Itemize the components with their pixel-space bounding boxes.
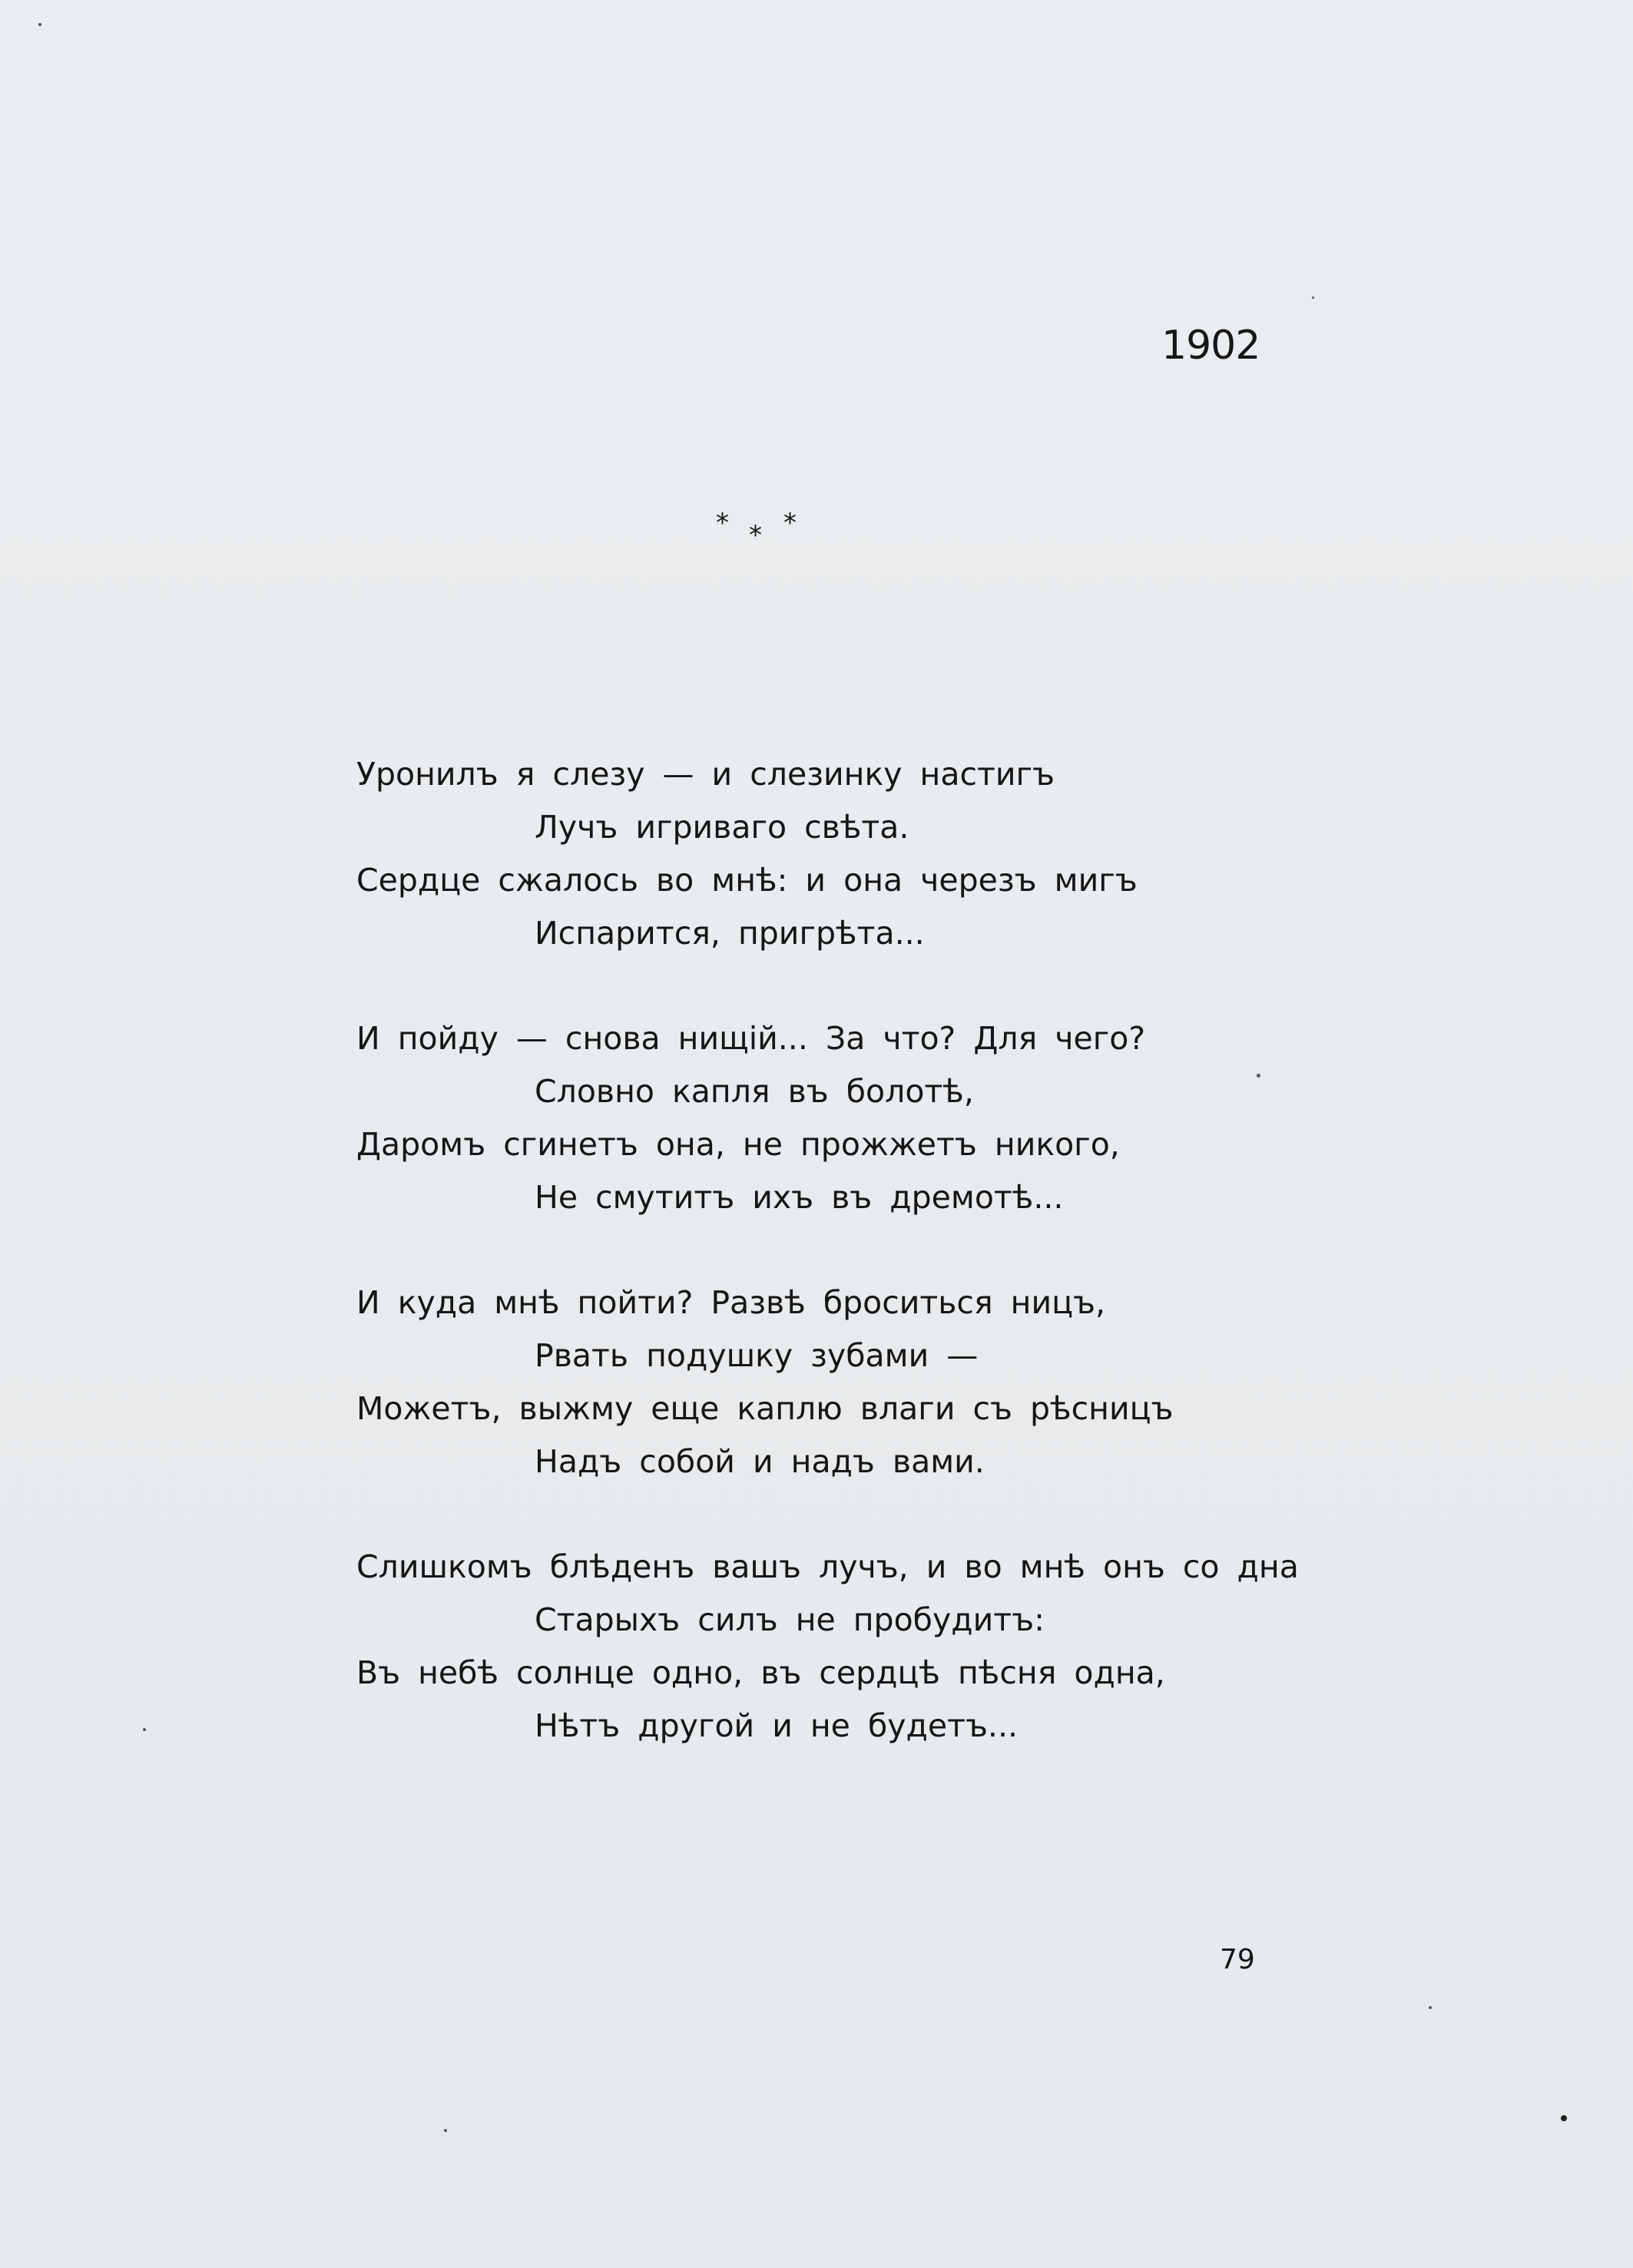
poem-line: Сердце сжалось во мнѣ: и она черезъ мигъ <box>356 862 1138 899</box>
poem-line: Надъ собой и надъ вами. <box>535 1443 985 1480</box>
star-left: * <box>716 508 729 538</box>
paper-speck <box>1257 1074 1260 1078</box>
star-middle: * <box>749 520 762 551</box>
paper-speck <box>38 23 41 26</box>
paper-speck <box>143 1728 146 1731</box>
page-number: 79 <box>1220 1944 1255 1975</box>
paper-speck <box>1429 2006 1432 2009</box>
poem-line: И пойду — снова нищій... За что? Для чего? <box>356 1020 1146 1057</box>
paper-speck <box>444 2129 447 2132</box>
asterism-ornament <box>713 510 805 556</box>
poem-line: Словно капля въ болотѣ, <box>535 1073 974 1110</box>
poem-line: Уронилъ я слезу — и слезинку настигъ <box>356 756 1055 793</box>
poem-line: Нѣтъ другой и не будетъ... <box>535 1707 1019 1744</box>
paper-speck <box>1312 296 1314 299</box>
poem-line: И куда мнѣ пойти? Развѣ броситься ницъ, <box>356 1284 1106 1321</box>
stanza-3 <box>356 1276 1355 1488</box>
star-right: * <box>783 508 797 538</box>
poem-line: Можетъ, выжму еще каплю влаги съ рѣсницъ <box>356 1390 1174 1427</box>
year-heading: 1902 <box>1161 323 1260 369</box>
poem-line: Рвать подушку зубами — <box>535 1337 979 1374</box>
stanza-1 <box>356 748 1355 960</box>
poem-line: Слишкомъ блѣденъ вашъ лучъ, и во мнѣ онъ со дна <box>356 1548 1299 1585</box>
poem-line: Испарится, пригрѣта... <box>535 915 925 952</box>
poem-line: Даромъ сгинетъ она, не прожжетъ никого, <box>356 1126 1120 1163</box>
stanza-2 <box>356 1012 1355 1224</box>
poem-line: Въ небѣ солнце одно, въ сердцѣ пѣсня одна, <box>356 1654 1165 1691</box>
stanza-4 <box>356 1541 1355 1753</box>
poem-line: Лучъ игриваго свѣта. <box>535 809 909 846</box>
paper-speck <box>1561 2115 1567 2121</box>
poem-line: Старыхъ силъ не пробудитъ: <box>535 1601 1045 1638</box>
poem <box>356 748 1355 1753</box>
poem-line: Не смутитъ ихъ въ дремотѣ... <box>535 1179 1064 1216</box>
